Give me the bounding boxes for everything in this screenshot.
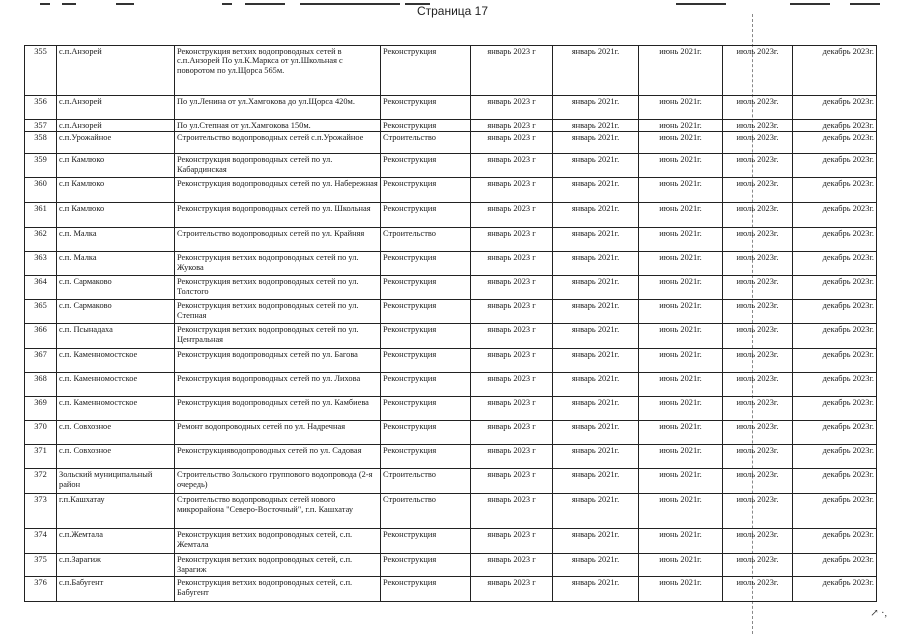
description-cell: Строительство водопроводных сетей нового микрорайона "Северо-Восточный", г.п. Кашхатау — [175, 494, 381, 529]
date-cell-4: декабрь 2023г. — [793, 120, 877, 132]
date-cell-3: июль 2023г. — [723, 469, 793, 494]
date-cell-4: декабрь 2023г. — [793, 276, 877, 300]
work-type-cell: Реконструкция — [381, 300, 471, 324]
date-cell-2: июнь 2021г. — [639, 397, 723, 421]
start-date-cell: январь 2023 г — [471, 494, 553, 529]
row-number: 372 — [25, 469, 57, 494]
date-cell-2: июнь 2021г. — [639, 252, 723, 276]
start-date-cell: январь 2023 г — [471, 252, 553, 276]
start-date-cell: январь 2023 г — [471, 554, 553, 577]
date-cell-2: июнь 2021г. — [639, 373, 723, 397]
settlement-cell: с.п. Сармаково — [57, 300, 175, 324]
start-date-cell: январь 2023 г — [471, 469, 553, 494]
description-cell: Реконструкция водопроводных сетей по ул. Школьная — [175, 203, 381, 228]
date-cell-3: июль 2023г. — [723, 46, 793, 96]
description-cell: По ул.Степная от ул.Хамгокова 150м. — [175, 120, 381, 132]
description-cell: Реконструкция водопроводных сетей по ул. Набережная — [175, 178, 381, 203]
table-row — [25, 373, 877, 397]
row-number: 368 — [25, 373, 57, 397]
date-cell-3: июль 2023г. — [723, 132, 793, 154]
row-number: 365 — [25, 300, 57, 324]
table-row — [25, 252, 877, 276]
date-cell-2: июнь 2021г. — [639, 529, 723, 554]
date-cell-1: январь 2021г. — [553, 397, 639, 421]
row-number: 361 — [25, 203, 57, 228]
start-date-cell: январь 2023 г — [471, 96, 553, 120]
date-cell-2: июнь 2021г. — [639, 554, 723, 577]
start-date-cell: январь 2023 г — [471, 203, 553, 228]
description-cell: Реконструкция ветхих водопроводных сетей по ул. Жукова — [175, 252, 381, 276]
row-number: 358 — [25, 132, 57, 154]
settlement-cell: с.п. Каменномостское — [57, 373, 175, 397]
date-cell-2: июнь 2021г. — [639, 494, 723, 529]
date-cell-1: январь 2021г. — [553, 178, 639, 203]
date-cell-2: июнь 2021г. — [639, 203, 723, 228]
date-cell-2: июнь 2021г. — [639, 349, 723, 373]
description-cell: Реконструкция водопроводных сетей по ул. Камбиева — [175, 397, 381, 421]
description-cell: Реконструкция водопроводных сетей по ул. Лихова — [175, 373, 381, 397]
settlement-cell: с.п.Анзорей — [57, 96, 175, 120]
row-number: 371 — [25, 445, 57, 469]
work-type-cell: Строительство — [381, 494, 471, 529]
date-cell-3: июль 2023г. — [723, 445, 793, 469]
start-date-cell: январь 2023 г — [471, 373, 553, 397]
date-cell-3: июль 2023г. — [723, 154, 793, 178]
work-type-cell: Реконструкция — [381, 577, 471, 602]
date-cell-1: январь 2021г. — [553, 373, 639, 397]
date-cell-4: декабрь 2023г. — [793, 397, 877, 421]
work-type-cell: Реконструкция — [381, 120, 471, 132]
date-cell-1: январь 2021г. — [553, 469, 639, 494]
table-row — [25, 178, 877, 203]
date-cell-3: июль 2023г. — [723, 300, 793, 324]
date-cell-1: январь 2021г. — [553, 300, 639, 324]
start-date-cell: январь 2023 г — [471, 349, 553, 373]
date-cell-2: июнь 2021г. — [639, 324, 723, 349]
date-cell-3: июль 2023г. — [723, 577, 793, 602]
work-type-cell: Реконструкция — [381, 252, 471, 276]
date-cell-4: декабрь 2023г. — [793, 300, 877, 324]
date-cell-3: июль 2023г. — [723, 494, 793, 529]
work-type-cell: Реконструкция — [381, 529, 471, 554]
table-row — [25, 203, 877, 228]
row-number: 374 — [25, 529, 57, 554]
work-type-cell: Реконструкция — [381, 421, 471, 445]
date-cell-4: декабрь 2023г. — [793, 132, 877, 154]
date-cell-3: июль 2023г. — [723, 349, 793, 373]
settlement-cell: с.п. Псынадаха — [57, 324, 175, 349]
date-cell-3: июль 2023г. — [723, 421, 793, 445]
table-row — [25, 154, 877, 178]
description-cell: Реконструкция ветхих водопроводных сетей по ул. Толстого — [175, 276, 381, 300]
date-cell-1: январь 2021г. — [553, 577, 639, 602]
work-type-cell: Реконструкция — [381, 154, 471, 178]
date-cell-4: декабрь 2023г. — [793, 373, 877, 397]
start-date-cell: январь 2023 г — [471, 529, 553, 554]
row-number: 360 — [25, 178, 57, 203]
date-cell-2: июнь 2021г. — [639, 120, 723, 132]
date-cell-4: декабрь 2023г. — [793, 324, 877, 349]
work-type-cell: Реконструкция — [381, 324, 471, 349]
date-cell-1: январь 2021г. — [553, 445, 639, 469]
work-type-cell: Реконструкция — [381, 96, 471, 120]
start-date-cell: январь 2023 г — [471, 46, 553, 96]
settlement-cell: г.п.Кашхатау — [57, 494, 175, 529]
start-date-cell: январь 2023 г — [471, 397, 553, 421]
row-number: 369 — [25, 397, 57, 421]
date-cell-4: декабрь 2023г. — [793, 554, 877, 577]
start-date-cell: январь 2023 г — [471, 445, 553, 469]
table-row — [25, 96, 877, 120]
date-cell-1: январь 2021г. — [553, 132, 639, 154]
date-cell-4: декабрь 2023г. — [793, 349, 877, 373]
description-cell: Реконструкция водопроводных сетей по ул. Кабардинская — [175, 154, 381, 178]
settlement-cell: с.п. Совхозное — [57, 445, 175, 469]
date-cell-4: декабрь 2023г. — [793, 228, 877, 252]
date-cell-4: декабрь 2023г. — [793, 577, 877, 602]
date-cell-2: июнь 2021г. — [639, 469, 723, 494]
date-cell-2: июнь 2021г. — [639, 96, 723, 120]
date-cell-1: январь 2021г. — [553, 529, 639, 554]
description-cell: Реконструкция ветхих водопроводных сетей по ул. Степная — [175, 300, 381, 324]
description-cell: Реконструкция ветхих водопроводных сетей, с.п. Зарагиж — [175, 554, 381, 577]
row-number: 364 — [25, 276, 57, 300]
date-cell-1: январь 2021г. — [553, 96, 639, 120]
settlement-cell: с.п.Бабугент — [57, 577, 175, 602]
work-type-cell: Реконструкция — [381, 349, 471, 373]
start-date-cell: январь 2023 г — [471, 577, 553, 602]
row-number: 355 — [25, 46, 57, 96]
settlement-cell: с.п.Анзорей — [57, 120, 175, 132]
start-date-cell: январь 2023 г — [471, 324, 553, 349]
date-cell-3: июль 2023г. — [723, 178, 793, 203]
start-date-cell: январь 2023 г — [471, 276, 553, 300]
table-row — [25, 276, 877, 300]
date-cell-2: июнь 2021г. — [639, 228, 723, 252]
description-cell: Реконструкция ветхих водопроводных сетей, с.п. Бабугент — [175, 577, 381, 602]
date-cell-2: июнь 2021г. — [639, 46, 723, 96]
start-date-cell: январь 2023 г — [471, 300, 553, 324]
table-row — [25, 469, 877, 494]
date-cell-1: январь 2021г. — [553, 554, 639, 577]
start-date-cell: январь 2023 г — [471, 154, 553, 178]
row-number: 362 — [25, 228, 57, 252]
work-type-cell: Реконструкция — [381, 276, 471, 300]
date-cell-3: июль 2023г. — [723, 554, 793, 577]
row-number: 370 — [25, 421, 57, 445]
table-row — [25, 421, 877, 445]
description-cell: Реконструкция водопроводных сетей по ул. Багова — [175, 349, 381, 373]
table-row — [25, 494, 877, 529]
date-cell-2: июнь 2021г. — [639, 445, 723, 469]
row-number: 373 — [25, 494, 57, 529]
date-cell-1: январь 2021г. — [553, 46, 639, 96]
date-cell-4: декабрь 2023г. — [793, 46, 877, 96]
date-cell-1: январь 2021г. — [553, 252, 639, 276]
start-date-cell: январь 2023 г — [471, 132, 553, 154]
work-type-cell: Строительство — [381, 132, 471, 154]
settlement-cell: с.п.Урожайное — [57, 132, 175, 154]
table-row — [25, 300, 877, 324]
settlement-cell: с.п Камлюко — [57, 154, 175, 178]
table-row — [25, 120, 877, 132]
date-cell-4: декабрь 2023г. — [793, 421, 877, 445]
work-type-cell: Строительство — [381, 469, 471, 494]
work-type-cell: Реконструкция — [381, 397, 471, 421]
date-cell-1: январь 2021г. — [553, 324, 639, 349]
row-number: 357 — [25, 120, 57, 132]
row-number: 375 — [25, 554, 57, 577]
table-row — [25, 554, 877, 577]
settlement-cell: Зольский муниципальный район — [57, 469, 175, 494]
date-cell-4: декабрь 2023г. — [793, 96, 877, 120]
date-cell-2: июнь 2021г. — [639, 421, 723, 445]
date-cell-4: декабрь 2023г. — [793, 494, 877, 529]
row-number: 356 — [25, 96, 57, 120]
description-cell: Строительство водопроводных сетей по ул. Крайняя — [175, 228, 381, 252]
settlement-cell: с.п. Каменномостское — [57, 397, 175, 421]
works-table — [24, 45, 877, 602]
date-cell-3: июль 2023г. — [723, 397, 793, 421]
date-cell-4: декабрь 2023г. — [793, 203, 877, 228]
table-row — [25, 529, 877, 554]
date-cell-3: июль 2023г. — [723, 529, 793, 554]
date-cell-2: июнь 2021г. — [639, 178, 723, 203]
date-cell-4: декабрь 2023г. — [793, 529, 877, 554]
date-cell-1: январь 2021г. — [553, 228, 639, 252]
date-cell-2: июнь 2021г. — [639, 154, 723, 178]
date-cell-3: июль 2023г. — [723, 203, 793, 228]
date-cell-3: июль 2023г. — [723, 276, 793, 300]
description-cell: Реконструкцияводопроводных сетей по ул. Садовая — [175, 445, 381, 469]
row-number: 366 — [25, 324, 57, 349]
date-cell-2: июнь 2021г. — [639, 132, 723, 154]
row-number: 359 — [25, 154, 57, 178]
description-cell: Реконструкция ветхих водопроводных сетей, с.п. Жемтала — [175, 529, 381, 554]
work-type-cell: Реконструкция — [381, 445, 471, 469]
date-cell-1: январь 2021г. — [553, 120, 639, 132]
work-type-cell: Реконструкция — [381, 554, 471, 577]
settlement-cell: с.п Камлюко — [57, 178, 175, 203]
work-type-cell: Строительство — [381, 228, 471, 252]
work-type-cell: Реконструкция — [381, 373, 471, 397]
work-type-cell: Реконструкция — [381, 178, 471, 203]
date-cell-2: июнь 2021г. — [639, 276, 723, 300]
settlement-cell: с.п. Сармаково — [57, 276, 175, 300]
settlement-cell: с.п. Каменномостское — [57, 349, 175, 373]
row-number: 363 — [25, 252, 57, 276]
date-cell-1: январь 2021г. — [553, 276, 639, 300]
start-date-cell: январь 2023 г — [471, 421, 553, 445]
row-number: 367 — [25, 349, 57, 373]
start-date-cell: январь 2023 г — [471, 120, 553, 132]
description-cell: Реконструкция ветхих водопроводных сетей по ул. Центральная — [175, 324, 381, 349]
date-cell-1: январь 2021г. — [553, 154, 639, 178]
date-cell-3: июль 2023г. — [723, 120, 793, 132]
date-cell-4: декабрь 2023г. — [793, 469, 877, 494]
settlement-cell: с.п. Малка — [57, 228, 175, 252]
table-row — [25, 397, 877, 421]
description-cell: Строительство водопроводных сетей с.п.Урожайное — [175, 132, 381, 154]
date-cell-4: декабрь 2023г. — [793, 178, 877, 203]
date-cell-1: январь 2021г. — [553, 421, 639, 445]
table-row — [25, 577, 877, 602]
table-row — [25, 445, 877, 469]
settlement-cell: с.п.Зарагиж — [57, 554, 175, 577]
date-cell-3: июль 2023г. — [723, 96, 793, 120]
settlement-cell: с.п. Малка — [57, 252, 175, 276]
start-date-cell: январь 2023 г — [471, 228, 553, 252]
start-date-cell: январь 2023 г — [471, 178, 553, 203]
date-cell-4: декабрь 2023г. — [793, 252, 877, 276]
work-type-cell: Реконструкция — [381, 46, 471, 96]
date-cell-2: июнь 2021г. — [639, 300, 723, 324]
settlement-cell: с.п Камлюко — [57, 203, 175, 228]
table-row — [25, 132, 877, 154]
table-row — [25, 349, 877, 373]
date-cell-3: июль 2023г. — [723, 228, 793, 252]
description-cell: Строительство Зольского группового водопровода (2-я очередь) — [175, 469, 381, 494]
description-cell: По ул.Ленина от ул.Хамгокова до ул.Щорса 420м. — [175, 96, 381, 120]
settlement-cell: с.п.Жемтала — [57, 529, 175, 554]
row-number: 376 — [25, 577, 57, 602]
table-row — [25, 324, 877, 349]
page-title: Страница 17 — [416, 4, 489, 18]
date-cell-2: июнь 2021г. — [639, 577, 723, 602]
date-cell-4: декабрь 2023г. — [793, 154, 877, 178]
date-cell-1: январь 2021г. — [553, 203, 639, 228]
description-cell: Ремонт водопроводных сетей по ул. Надречная — [175, 421, 381, 445]
date-cell-1: январь 2021г. — [553, 349, 639, 373]
settlement-cell: с.п.Анзорей — [57, 46, 175, 96]
settlement-cell: с.п. Совхозное — [57, 421, 175, 445]
date-cell-3: июль 2023г. — [723, 324, 793, 349]
corner-mark: ↗ ·, — [870, 608, 887, 619]
date-cell-3: июль 2023г. — [723, 373, 793, 397]
description-cell: Реконструкция ветхих водопроводных сетей в с.п.Анзорей По ул.К.Маркса от ул.Школьная с поворотом по ул.Щорса 565м. — [175, 46, 381, 96]
date-cell-3: июль 2023г. — [723, 252, 793, 276]
table-row — [25, 46, 877, 96]
work-type-cell: Реконструкция — [381, 203, 471, 228]
date-cell-1: январь 2021г. — [553, 494, 639, 529]
table-row — [25, 228, 877, 252]
date-cell-4: декабрь 2023г. — [793, 445, 877, 469]
